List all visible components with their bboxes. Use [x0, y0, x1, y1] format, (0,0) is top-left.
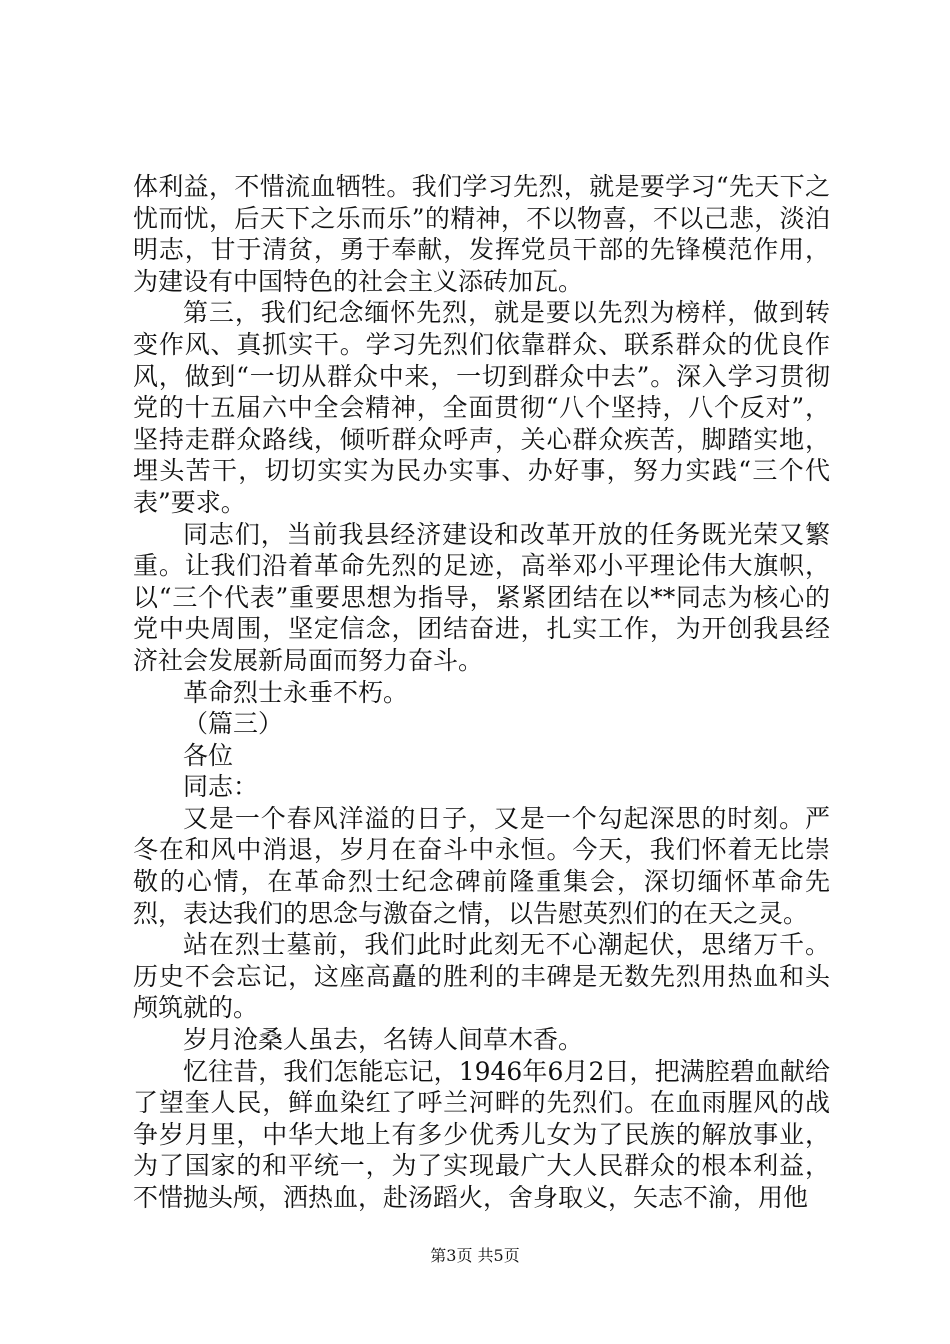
page-number-footer: 第3页 共5页: [430, 1246, 520, 1265]
salutation-line-2: 同志：: [183, 772, 259, 802]
section-heading: （篇三）: [183, 709, 284, 739]
paragraph-7: 岁月沧桑人虽去，名铸人间草木香。: [183, 1025, 584, 1055]
paragraph-5: 又是一个春风洋溢的日子，又是一个勾起深思的时刻。严冬在和风中消退，岁月在奋斗中永恒。今天，我们怀着无比崇敬的心情，在革命烈士纪念碑前隆重集会，深切缅怀革命先烈，表达我们的思念与激奋之情，以告慰英烈们的在天之灵。: [133, 803, 830, 928]
paragraph-1: 体利益，不惜流血牺牲。我们学习先烈，就是要学习“先天下之忧而忧，后天下之乐而乐”的精神，不以物喜，不以己悲，淡泊明志，甘于清贫，勇于奉献，发挥党员干部的先锋模范作用，为建设有中国特色的社会主义添砖加瓦。: [133, 172, 830, 296]
paragraph-3: 同志们，当前我县经济建设和改革开放的任务既光荣又繁重。让我们沿着革命先烈的足迹，高举邓小平理论伟大旗帜，以“三个代表”重要思想为指导，紧紧团结在以**同志为核心的党中央周围，坚定信念，团结奋进，扎实工作，为开创我县经济社会发展新局面而努力奋斗。: [133, 519, 830, 675]
paragraph-4: 革命烈士永垂不朽。: [183, 677, 409, 707]
paragraph-8: 忆往昔，我们怎能忘记，1946年6月2日，把满腔碧血献给了望奎人民，鲜血染红了呼兰河畔的先烈们。在血雨腥风的战争岁月里，中华大地上有多少优秀儿女为了民族的解放事业，为了国家的和平统一，为了实现最广大人民群众的根本利益，不惜抛头颅，洒热血，赴汤蹈火，舍身取义，矢志不渝，用他: [133, 1056, 830, 1212]
document-body: [133, 171, 830, 1214]
salutation-line-1: 各位: [183, 740, 234, 770]
paragraph-6: 站在烈士墓前，我们此时此刻无不心潮起伏，思绪万千。历史不会忘记，这座高矗的胜利的丰碑是无数先烈用热血和头颅筑就的。: [133, 930, 830, 1023]
paragraph-2: 第三，我们纪念缅怀先烈，就是要以先烈为榜样，做到转变作风、真抓实干。学习先烈们依靠群众、联系群众的优良作风，做到“一切从群众中来，一切到群众中去”。深入学习贯彻党的十五届六中全会精神，全面贯彻“八个坚持，八个反对”，坚持走群众路线，倾听群众呼声，关心群众疾苦，脚踏实地，埋头苦干，切切实实为民办实事、办好事，努力实践“三个代表”要求。: [133, 298, 830, 517]
